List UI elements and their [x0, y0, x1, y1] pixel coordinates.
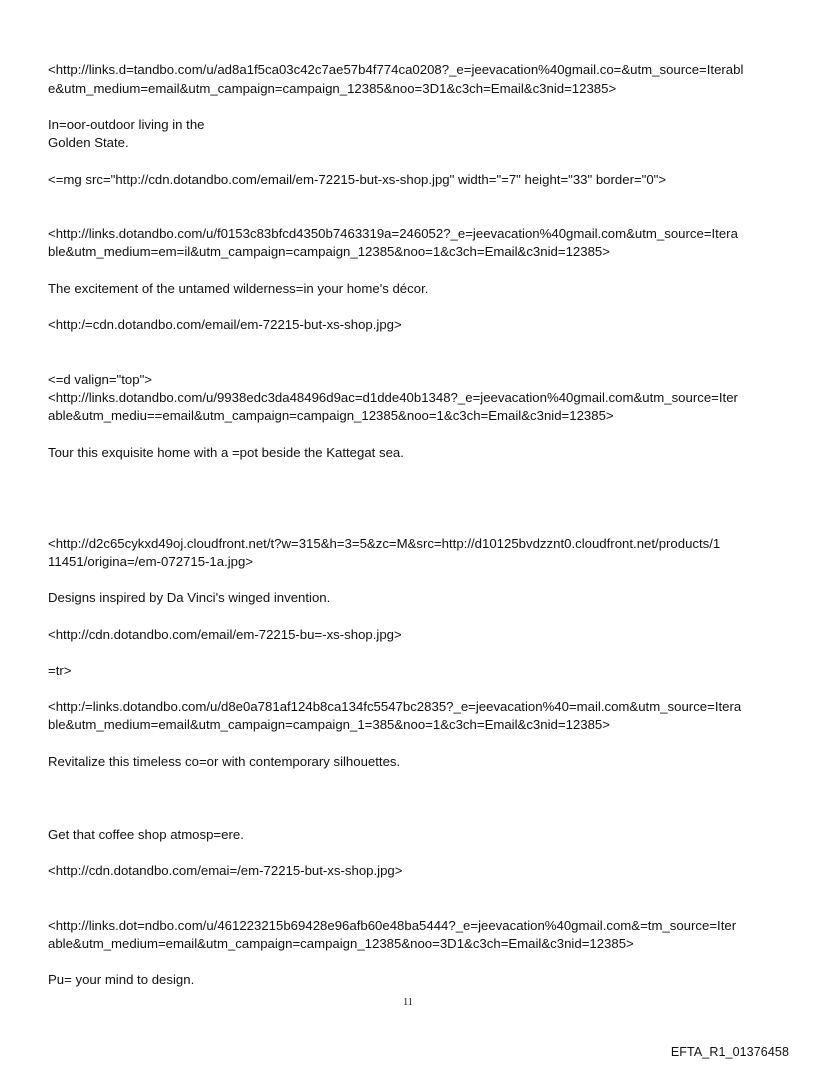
text-line: Pu= your mind to design.	[48, 972, 195, 987]
text-line: e&utm_medium=email&utm_campaign=campaign_12385&noo=3D1&c3ch=Email&c3nid=12385>	[48, 81, 617, 96]
text-line: 11451/origina=/em-072715-1a.jpg>	[48, 554, 254, 569]
text-line: Golden State.	[48, 135, 129, 150]
text-line: <http://cdn.dotandbo.com/emai=/em-72215-but-xs-shop.jpg>	[48, 863, 403, 878]
text-line: In=oor-outdoor living in the	[48, 117, 205, 132]
text-line: <http://d2c65cykxd49oj.cloudfront.net/t?w=315&h=3=5&zc=M&src=http://d10125bvdzznt0.cloudfront.net/products/1	[48, 536, 721, 551]
text-line: <=d valign="top">	[48, 372, 152, 387]
text-line: <http:/=cdn.dotandbo.com/email/em-72215-but-xs-shop.jpg>	[48, 317, 402, 332]
text-line: Revitalize this timeless co=or with contemporary silhouettes.	[48, 754, 401, 769]
text-line: ble&utm_medium=email&utm_campaign=campaign_1=385&noo=1&c3ch=Email&c3nid=12385>	[48, 717, 610, 732]
page-number: 11	[403, 997, 413, 1008]
text-line: Get that coffee shop atmosp=ere.	[48, 827, 244, 842]
text-line: <http://links.dot=ndbo.com/u/461223215b69428e96afb60e48ba5444?_e=jeevacation%40gmail.com&=tm_source=Iter	[48, 918, 737, 933]
text-line: able&utm_mediu==email&utm_campaign=campaign_12385&noo=1&c3ch=Email&c3nid=12385>	[48, 408, 614, 423]
text-line: =tr>	[48, 663, 72, 678]
text-line: <http://links.d=tandbo.com/u/ad8a1f5ca03c42c7ae57b4f774ca0208?_e=jeevacation%40gmail.co=&utm_source=Iterabl	[48, 62, 744, 77]
text-line: ble&utm_medium=em=il&utm_campaign=campaign_12385&noo=1&c3ch=Email&c3nid=12385>	[48, 244, 610, 259]
text-line: <http://cdn.dotandbo.com/email/em-72215-bu=-xs-shop.jpg>	[48, 627, 402, 642]
text-line: <http://links.dotandbo.com/u/f0153c83bfcd4350b7463319a=246052?_e=jeevacation%40gmail.com&utm_source=Itera	[48, 226, 738, 241]
text-line: <http://links.dotandbo.com/u/9938edc3da48496d9ac=d1dde40b1348?_e=jeevacation%40gmail.com&utm_source=Iter	[48, 390, 738, 405]
text-line: <http:/=links.dotandbo.com/u/d8e0a781af124b8ca134fc5547bc2835?_e=jeevacation%40=mail.com&utm_source=Itera	[48, 699, 742, 714]
text-line: Designs inspired by Da Vinci's winged invention.	[48, 590, 331, 605]
text-line: The excitement of the untamed wilderness=in your home's décor.	[48, 281, 429, 296]
text-line: Tour this exquisite home with a =pot beside the Kattegat sea.	[48, 445, 404, 460]
bates-number: EFTA_R1_01376458	[670, 1045, 789, 1059]
text-line: able&utm_medium=email&utm_campaign=campaign_12385&noo=3D1&c3ch=Email&c3nid=12385>	[48, 936, 634, 951]
text-line: <=mg src="http://cdn.dotandbo.com/email/em-72215-but-xs-shop.jpg" width="=7" height="33" border="0">	[48, 172, 667, 187]
